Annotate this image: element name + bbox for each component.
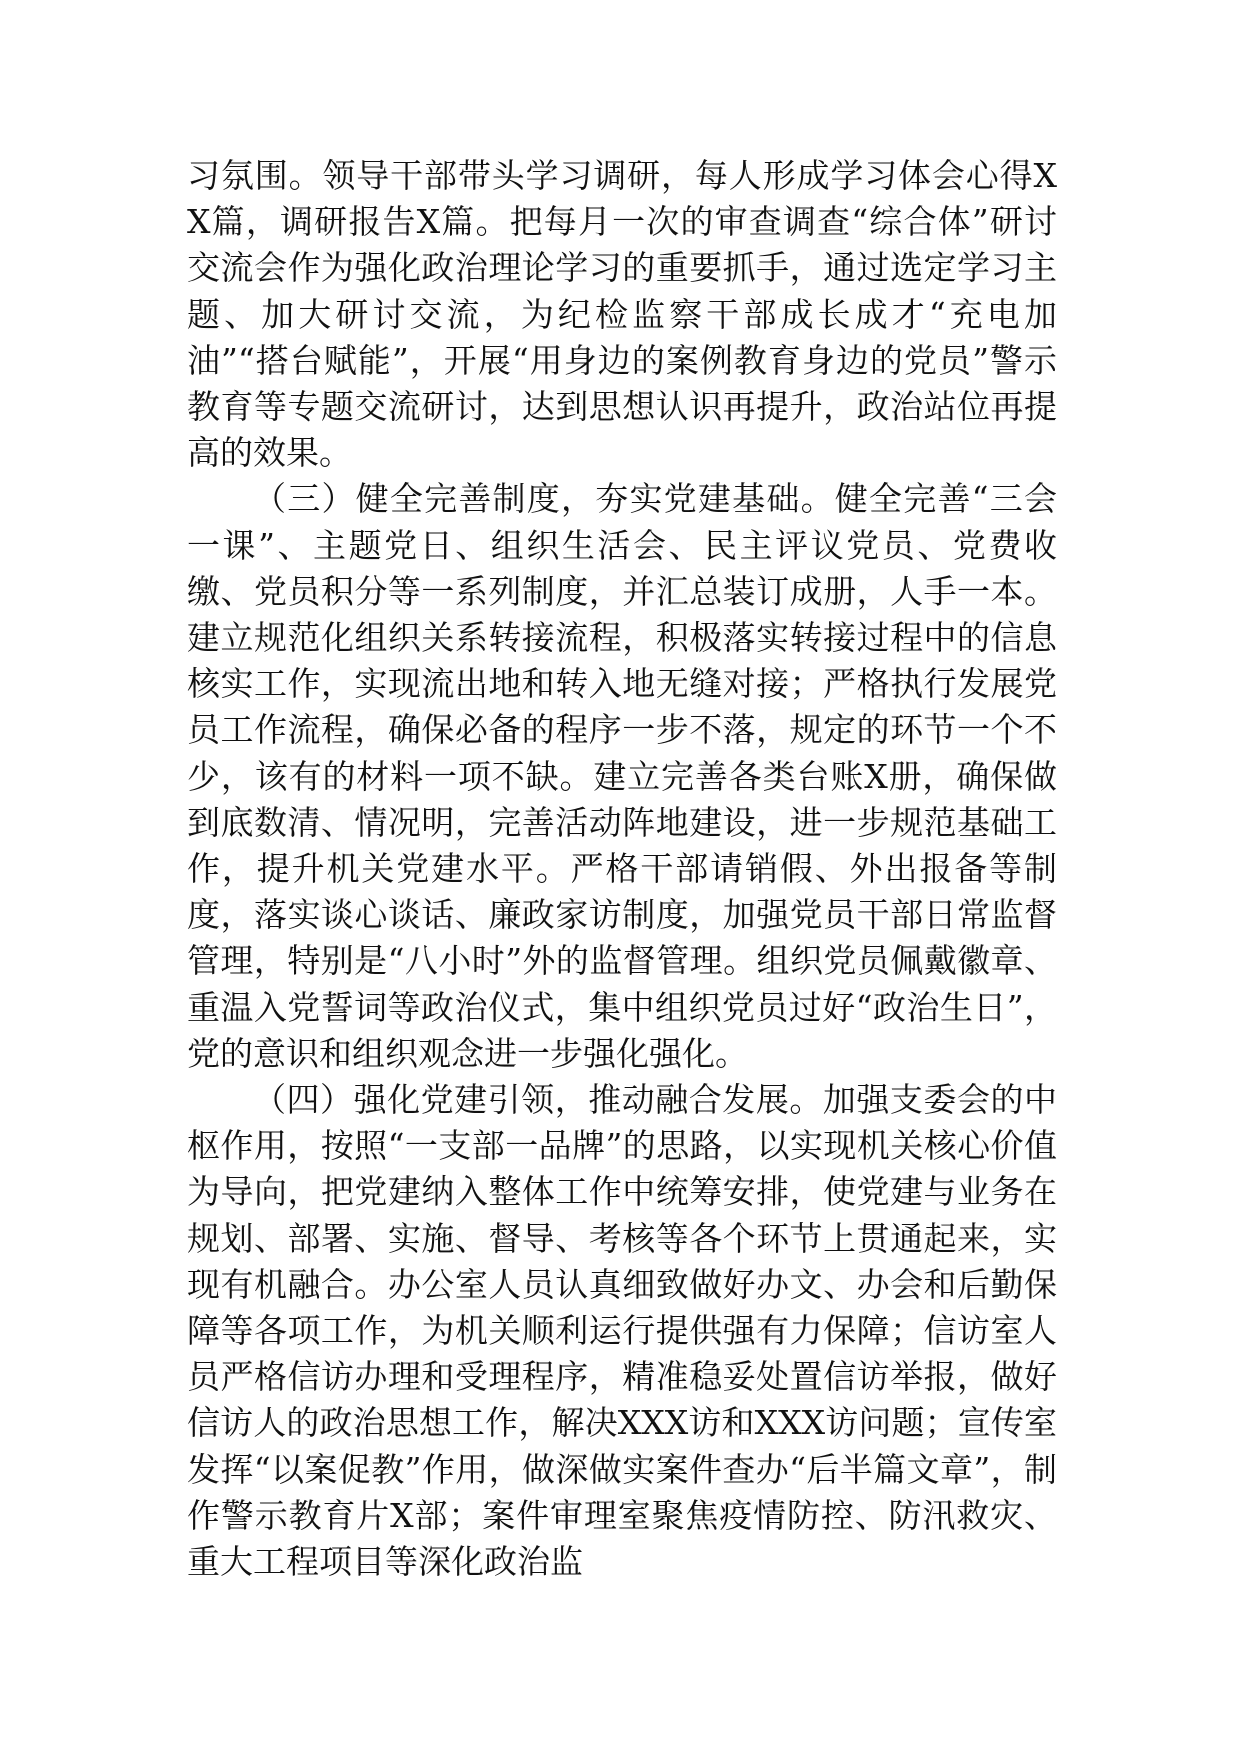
paragraph-section-three: （三）健全完善制度，夯实党建基础。健全完善“三会一课”、主题党日、组织生活会、民主评议党员、党费收缴、党员积分等一系列制度，并汇总装订成册，人手一本。建立规范化组织关系转接流程，积极落实转接过程中的信息核实工作，实现流出地和转入地无缝对接；严格执行发展党员工作流程，确保必备的程序一步不落，规定的环节一个不少，该有的材料一项不缺。建立完善各类台账X册，确保做到底数清、情况明，完善活动阵地建设，进一步规范基础工作，提升机关党建水平。严格干部请销假、外出报备等制度，落实谈心谈话、廉政家访制度，加强党员干部日常监督管理，特别是“八小时”外的监督管理。组织党员佩戴徽章、重温入党誓词等政治仪式，集中组织党员过好“政治生日”，党的意识和组织观念进一步强化强化。 xyxy=(187,479,1057,1073)
document-body xyxy=(187,153,1057,1585)
paragraph-continued: 习氛围。领导干部带头学习调研，每人形成学习体会心得XX篇，调研报告X篇。把每月一次的审查调查“综合体”研讨交流会作为强化政治理论学习的重要抓手，通过选定学习主题、加大研讨交流，为纪检监察干部成长成才“充电加油”“搭台赋能”，开展“用身边的案例教育身边的党员”警示教育等专题交流研讨，达到思想认识再提升，政治站位再提高的效果。 xyxy=(187,156,1057,473)
paragraph-section-four: （四）强化党建引领，推动融合发展。加强支委会的中枢作用，按照“一支部一品牌”的思路，以实现机关核心价值为导向，把党建纳入整体工作中统筹安排，使党建与业务在规划、部署、实施、督导、考核等各个环节上贯通起来，实现有机融合。办公室人员认真细致做好办文、办会和后勤保障等各项工作，为机关顺利运行提供强有力保障；信访室人员严格信访办理和受理程序，精准稳妥处置信访举报，做好信访人的政治思想工作，解决XXX访和XXX访问题；宣传室发挥“以案促教”作用，做深做实案件查办“后半篇文章”，制作警示教育片X部；案件审理室聚焦疫情防控、防汛救灾、重大工程项目等深化政治监 xyxy=(187,1080,1057,1582)
